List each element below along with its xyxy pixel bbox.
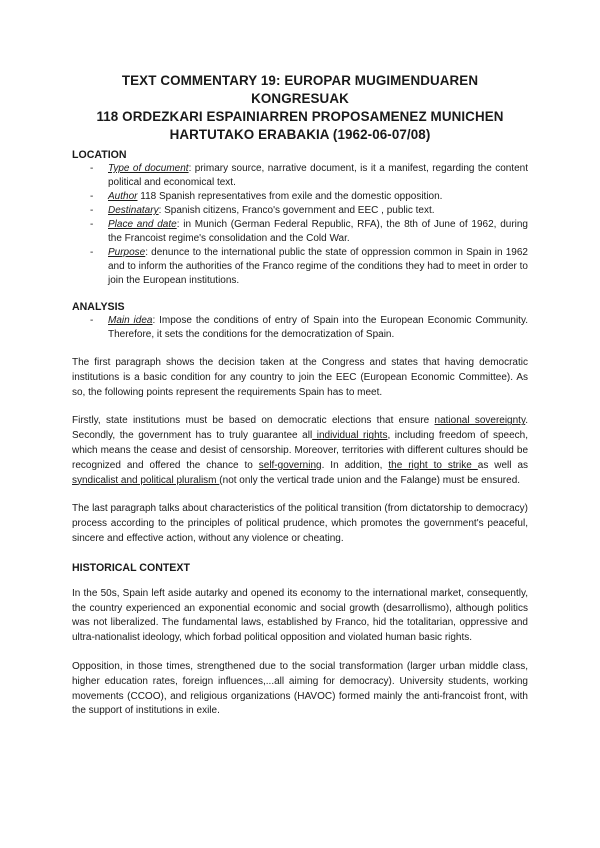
page-title <box>72 72 528 144</box>
list-item: - Place and date: in Munich (German Federal Republic, RFA), the 8th of June of 1962, during the Francoist regime's consolidation and the Cold War. <box>90 219 528 244</box>
title-line-1: TEXT COMMENTARY 19: EUROPAR MUGIMENDUAREN KONGRESUAK <box>121 73 479 106</box>
text-run: , including freedom of speech, which means the cease and desist of censorship. Moreover, territories with different cultures should be recognized and offered the chance to <box>72 430 528 471</box>
list-item: - Destinatary: Spanish citizens, Franco's government and EEC , public text. <box>90 205 435 216</box>
item-text: : primary source, narrative document, is it a manifest, regarding the content political and economical text. <box>108 163 528 188</box>
document-page <box>72 72 528 719</box>
underlined-term: syndicalist and political pluralism <box>72 474 220 486</box>
analysis-heading: ANALYSIS <box>72 301 125 313</box>
analysis-paragraph-2 <box>72 414 528 488</box>
analysis-list <box>72 314 528 342</box>
item-text: : denunce to the international public the state of oppression common in Spain in 1962 and to inform the authorities of the Franco regime of the conditions they had to meet in order to join the European institutions. <box>108 247 528 286</box>
item-label: Main idea <box>108 315 153 326</box>
item-text: : in Munich (German Federal Republic, RFA), the 8th of June of 1962, during the Francoist regime's consolidation and the Cold War. <box>108 219 528 244</box>
underlined-term: national sovereignty <box>434 415 526 427</box>
analysis-paragraph-3: The last paragraph talks about characteristics of the political transition (from dictatorship to democracy) process according to the principles of political prudence, which promotes the government's peaceful, sincere and effective action, without any violence or cheating. <box>72 503 528 544</box>
text-run: . Secondly, the government has to truly guarantee all <box>72 415 529 442</box>
text-run: Firstly, state institutions must be based on democratic elections that ensure <box>72 415 435 427</box>
text-run: (not only the vertical trade union and the Falange) must be ensured. <box>219 474 521 486</box>
location-heading: LOCATION <box>72 149 127 161</box>
item-text: : Impose the conditions of entry of Spain into the European Economic Community. Therefore, it sets the conditions for the democratization of Spain. <box>108 315 528 340</box>
item-text: 118 Spanish representatives from exile and the domestic opposition. <box>137 191 443 202</box>
underlined-term: individual rights <box>312 430 388 442</box>
historical-context-heading: HISTORICAL CONTEXT <box>72 561 190 574</box>
underlined-term: self-governing <box>258 459 322 471</box>
location-list <box>72 162 528 288</box>
item-label: Destinatary <box>108 205 159 216</box>
list-item: - Main idea: Impose the conditions of entry of Spain into the European Economic Community. Therefore, it sets the conditions for the democratization of Spain. <box>90 315 528 340</box>
analysis-paragraph-1: The first paragraph shows the decision taken at the Congress and states that having democratic institutions is a basic condition for any country to join the EEC (European Economic Committee). As so, the following points represent the requirements Spain has to meet. <box>72 357 528 398</box>
underlined-term: the right to strike <box>388 459 478 471</box>
list-item: - Author 118 Spanish representatives from exile and the domestic opposition. <box>90 191 443 202</box>
item-label: Place and date <box>108 219 177 230</box>
item-label: Type of document <box>108 163 189 174</box>
item-text: : Spanish citizens, Franco's government and EEC , public text. <box>158 205 435 216</box>
list-item: - Type of document: primary source, narrative document, is it a manifest, regarding the content political and economical text. <box>90 163 528 188</box>
context-paragraph-2: Opposition, in those times, strengthened due to the social transformation (larger urban middle class, higher education rates, foreign influences,...all aiming for democracy). University students, working movements (CCOO), and religious organizations (HAVOC) formed mainly the anti-francoist front, with the support of institutions in exile. <box>72 660 528 717</box>
text-run: as well as <box>477 459 529 471</box>
title-line-2: 118 ORDEZKARI ESPAINIARREN PROPOSAMENEZ MUNICHEN <box>96 109 504 124</box>
title-line-3: HARTUTAKO ERABAKIA (1962-06-07/08) <box>169 127 431 142</box>
text-run: . In addition, <box>321 459 389 471</box>
context-paragraph-1: In the 50s, Spain left aside autarky and opened its economy to the international market, consequently, the country experienced an exponential economic and social growth (desarrollismo), although politics was not liberalized. The fundamental laws, established by Franco, hid the totalitarian, oppressive and ultra-nationalist ideology, which forbad political opposition and violated human basic rights. <box>72 587 528 644</box>
list-item: - Purpose: denunce to the international public the state of oppression common in Spain in 1962 and to inform the authorities of the Franco regime of the conditions they had to meet in order to join the European institutions. <box>90 247 528 286</box>
item-label: Purpose <box>108 247 146 258</box>
item-label: Author <box>108 191 138 202</box>
